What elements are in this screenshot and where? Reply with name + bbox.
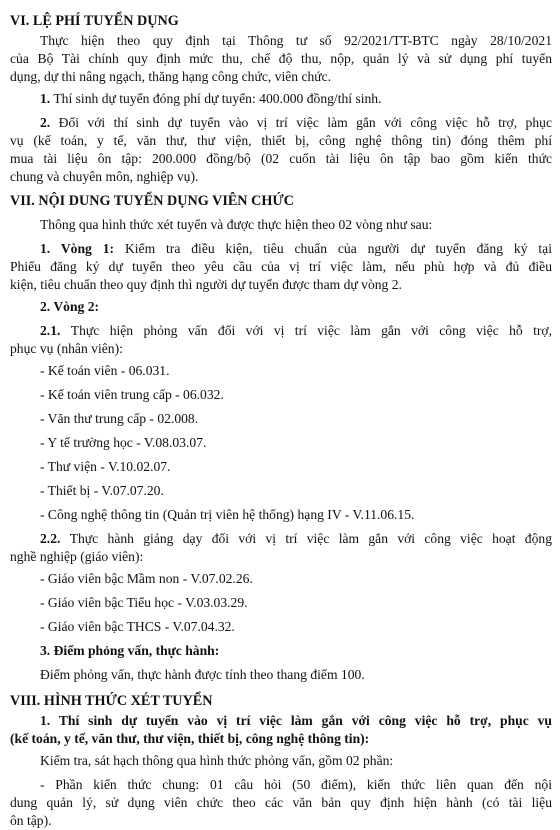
round-1-paragraph bbox=[10, 240, 552, 294]
text-line: vụ (kế toán, y tế, văn thư, thư viện, thiết bị, công nghệ thông tin) đóng thêm phí bbox=[10, 133, 552, 148]
section-8-part-1 bbox=[10, 776, 552, 830]
list-item: - Giáo viên bậc Mầm non - V.07.02.26. bbox=[40, 571, 253, 586]
list-item: - Kế toán viên - 06.031. bbox=[40, 363, 170, 378]
text-line: - Phần kiến thức chung: 01 câu hỏi (50 điểm), kiến thức liên quan đến nội bbox=[40, 777, 552, 792]
text-line: Thực hiện theo quy định tại Thông tư số 92/2021/TT-BTC ngày 28/10/2021 bbox=[40, 33, 552, 48]
item-number: 2. bbox=[40, 115, 51, 130]
item-text: Kiểm tra điều kiện, tiêu chuẩn của người dự tuyển đăng ký tại bbox=[124, 241, 552, 256]
score-heading bbox=[10, 642, 552, 660]
section-7-intro: Thông qua hình thức xét tuyển và được thực hiện theo 02 vòng như sau: bbox=[40, 217, 433, 232]
text-line: kiện, tiêu chuẩn theo quy định thì người dự tuyển được tham dự vòng 2. bbox=[10, 277, 402, 292]
text-line: của Bộ Tài chính quy định mức thu, chế độ thu, nộp, quản lý và sử dụng phí tuyển bbox=[10, 51, 552, 66]
score-heading-text: 3. Điểm phỏng vấn, thực hành: bbox=[40, 643, 220, 658]
item-number: 1. bbox=[40, 91, 51, 106]
item-text: Thực hiện phỏng vấn đối với vị trí việc làm gắn với công việc hỗ trợ, bbox=[70, 323, 552, 338]
list-item: - Thư viện - V.10.02.07. bbox=[40, 459, 171, 474]
section-6-heading: VI. LỆ PHÍ TUYỂN DỤNG bbox=[10, 13, 179, 29]
text-line: mua tài liệu ôn tập: 200.000 đồng/bộ (02 cuốn tài liệu ôn tập bao gồm kiến thức bbox=[10, 151, 552, 166]
list-item: - Giáo viên bậc THCS - V.07.04.32. bbox=[40, 619, 235, 634]
list-item: - Kế toán viên trung cấp - 06.032. bbox=[40, 387, 224, 402]
text-line bbox=[10, 114, 552, 132]
section-7-heading: VII. NỘI DUNG TUYỂN DỤNG VIÊN CHỨC bbox=[10, 193, 294, 209]
item-text: Thực hành giảng dạy đối với vị trí việc làm gắn với công việc hoạt động bbox=[69, 531, 552, 546]
score-text: Điểm phỏng vấn, thực hành được tính theo thang điểm 100. bbox=[40, 667, 365, 682]
text-line: dung quản lý, sử dụng viên chức theo các văn bản quy định hiện hành (có tài liệu bbox=[10, 795, 552, 810]
text-line: ôn tập). bbox=[10, 813, 52, 828]
section-6-paragraph-1 bbox=[10, 32, 552, 86]
staff-position-list bbox=[10, 362, 552, 524]
section-2-2-paragraph bbox=[10, 530, 552, 566]
item-number: 2.1. bbox=[40, 323, 61, 338]
teacher-position-list bbox=[10, 570, 552, 636]
text-line: 1. Thí sinh dự tuyển vào vị trí việc làm gắn với công việc hỗ trợ, phục vụ bbox=[40, 713, 552, 728]
item-text: Đối với thí sinh dự tuyển vào vị trí việc làm gắn với công việc hỗ trợ, phục bbox=[58, 115, 552, 130]
round-2-label bbox=[10, 298, 552, 316]
item-text: Thí sinh dự tuyển đóng phí dự tuyển: 400.000 đồng/thí sinh. bbox=[53, 91, 382, 106]
text-line: chung và chuyên môn, nghiệp vụ). bbox=[10, 169, 199, 184]
item-number: 2.2. bbox=[40, 531, 61, 546]
text-line: nghề nghiệp (giáo viên): bbox=[10, 549, 144, 564]
text-line: Phiếu đăng ký dự tuyển theo yêu cầu của vị trí việc làm, nếu phù hợp và đủ điều bbox=[10, 259, 552, 274]
text-line bbox=[10, 240, 552, 258]
text-line: (kế toán, y tế, văn thư, thư viện, thiết bị, công nghệ thông tin): bbox=[10, 731, 370, 746]
list-item: - Y tế trường học - V.08.03.07. bbox=[40, 435, 207, 450]
round-1-label: 1. Vòng 1: bbox=[40, 241, 115, 256]
text-line: phục vụ (nhân viên): bbox=[10, 341, 123, 356]
section-2-1-paragraph bbox=[10, 322, 552, 358]
list-item: - Văn thư trung cấp - 02.008. bbox=[40, 411, 199, 426]
section-8-heading: VIII. HÌNH THỨC XÉT TUYỂN bbox=[10, 693, 213, 709]
list-item: - Công nghệ thông tin (Quản trị viên hệ thống) hạng IV - V.11.06.15. bbox=[40, 507, 415, 522]
list-item: - Giáo viên bậc Tiểu học - V.03.03.29. bbox=[40, 595, 248, 610]
section-6-item-2 bbox=[10, 114, 552, 186]
text-line bbox=[10, 322, 552, 340]
round-2-label-text: 2. Vòng 2: bbox=[40, 299, 100, 314]
list-item: - Thiết bị - V.07.07.20. bbox=[40, 483, 164, 498]
text-line bbox=[10, 530, 552, 548]
section-8-subheading bbox=[10, 712, 552, 748]
section-6-item-1 bbox=[10, 90, 552, 108]
text-line: dụng, dự thi nâng ngạch, thăng hạng công chức, viên chức. bbox=[10, 69, 332, 84]
section-8-intro: Kiểm tra, sát hạch thông qua hình thức phỏng vấn, gồm 02 phần: bbox=[40, 753, 394, 768]
